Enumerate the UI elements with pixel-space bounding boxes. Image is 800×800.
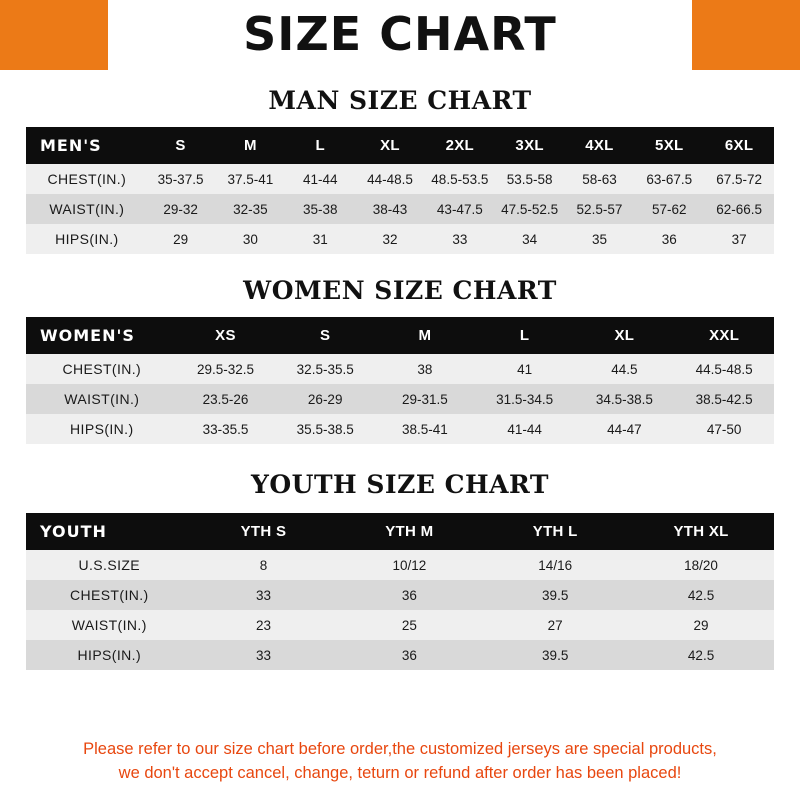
row-label: WAIST(IN.) xyxy=(26,384,176,414)
table-row xyxy=(26,640,774,670)
table-cell: 31.5-34.5 xyxy=(475,384,575,414)
table-cell: 52.5-57 xyxy=(565,194,635,224)
table-cell: 44.5-48.5 xyxy=(674,354,774,384)
column-header: L xyxy=(475,317,575,354)
table-cell: 8 xyxy=(191,550,337,580)
table-row xyxy=(26,194,774,224)
table-cell: 37 xyxy=(704,224,774,254)
table-cell: 29-32 xyxy=(146,194,216,224)
column-header: YTH M xyxy=(336,513,482,550)
table-cell: 63-67.5 xyxy=(634,164,704,194)
table-cell: 43-47.5 xyxy=(425,194,495,224)
table-row-header-label: MEN'S xyxy=(26,127,146,164)
table-row xyxy=(26,164,774,194)
table-cell: 36 xyxy=(336,640,482,670)
row-label: HIPS(IN.) xyxy=(26,224,146,254)
table-row xyxy=(26,414,774,444)
table-cell: 62-66.5 xyxy=(704,194,774,224)
table-cell: 30 xyxy=(215,224,285,254)
table-women xyxy=(26,317,774,444)
column-header: L xyxy=(285,127,355,164)
table-cell: 41-44 xyxy=(285,164,355,194)
row-label: HIPS(IN.) xyxy=(26,640,191,670)
table-cell: 42.5 xyxy=(628,640,774,670)
table-cell: 42.5 xyxy=(628,580,774,610)
row-label: WAIST(IN.) xyxy=(26,610,191,640)
table-header-row xyxy=(26,317,774,354)
table-cell: 25 xyxy=(336,610,482,640)
table-cell: 58-63 xyxy=(565,164,635,194)
table-cell: 41-44 xyxy=(475,414,575,444)
page-title: SIZE CHART xyxy=(243,7,557,61)
section-youth xyxy=(26,444,774,670)
table-row-header-label: YOUTH xyxy=(26,513,191,550)
table-cell: 32.5-35.5 xyxy=(275,354,375,384)
table-cell: 33 xyxy=(191,580,337,610)
table-cell: 44-47 xyxy=(575,414,675,444)
column-header: YTH L xyxy=(482,513,628,550)
table-cell: 33 xyxy=(425,224,495,254)
table-row xyxy=(26,354,774,384)
table-cell: 37.5-41 xyxy=(215,164,285,194)
table-row xyxy=(26,550,774,580)
table-cell: 34.5-38.5 xyxy=(575,384,675,414)
table-youth xyxy=(26,513,774,670)
table-cell: 47-50 xyxy=(674,414,774,444)
table-cell: 27 xyxy=(482,610,628,640)
column-header: YTH XL xyxy=(628,513,774,550)
column-header: XS xyxy=(176,317,276,354)
row-label: CHEST(IN.) xyxy=(26,354,176,384)
table-cell: 32 xyxy=(355,224,425,254)
row-label: HIPS(IN.) xyxy=(26,414,176,444)
table-cell: 57-62 xyxy=(634,194,704,224)
table-cell: 67.5-72 xyxy=(704,164,774,194)
table-cell: 53.5-58 xyxy=(495,164,565,194)
column-header: XL xyxy=(355,127,425,164)
table-cell: 18/20 xyxy=(628,550,774,580)
table-row-header-label: WOMEN'S xyxy=(26,317,176,354)
column-header: S xyxy=(146,127,216,164)
column-header: 6XL xyxy=(704,127,774,164)
table-men xyxy=(26,127,774,254)
column-header: M xyxy=(375,317,475,354)
section-women xyxy=(26,254,774,444)
table-cell: 35-37.5 xyxy=(146,164,216,194)
table-row xyxy=(26,580,774,610)
table-row xyxy=(26,610,774,640)
table-row xyxy=(26,224,774,254)
footer-note xyxy=(26,726,774,800)
section-title-man: MAN SIZE CHART xyxy=(268,86,532,115)
table-row xyxy=(26,384,774,414)
table-cell: 29 xyxy=(146,224,216,254)
column-header: 5XL xyxy=(634,127,704,164)
table-cell: 35.5-38.5 xyxy=(275,414,375,444)
column-header: XXL xyxy=(674,317,774,354)
table-cell: 23.5-26 xyxy=(176,384,276,414)
table-cell: 47.5-52.5 xyxy=(495,194,565,224)
column-header: YTH S xyxy=(191,513,337,550)
table-cell: 41 xyxy=(475,354,575,384)
table-cell: 14/16 xyxy=(482,550,628,580)
footer-line-1: Please refer to our size chart before order,the customized jerseys are special products, xyxy=(83,740,717,759)
row-label: CHEST(IN.) xyxy=(26,164,146,194)
table-cell: 38.5-42.5 xyxy=(674,384,774,414)
table-cell: 23 xyxy=(191,610,337,640)
table-cell: 44.5 xyxy=(575,354,675,384)
table-cell: 29-31.5 xyxy=(375,384,475,414)
table-cell: 38 xyxy=(375,354,475,384)
column-header: 4XL xyxy=(565,127,635,164)
row-label: WAIST(IN.) xyxy=(26,194,146,224)
table-cell: 35 xyxy=(565,224,635,254)
table-cell: 44-48.5 xyxy=(355,164,425,194)
table-cell: 38.5-41 xyxy=(375,414,475,444)
column-header: 2XL xyxy=(425,127,495,164)
section-title-youth: YOUTH SIZE CHART xyxy=(251,470,549,499)
table-header-row xyxy=(26,513,774,550)
table-cell: 26-29 xyxy=(275,384,375,414)
column-header: 3XL xyxy=(495,127,565,164)
table-cell: 31 xyxy=(285,224,355,254)
table-cell: 10/12 xyxy=(336,550,482,580)
table-cell: 36 xyxy=(634,224,704,254)
header-banner xyxy=(0,0,800,70)
table-cell: 48.5-53.5 xyxy=(425,164,495,194)
table-cell: 36 xyxy=(336,580,482,610)
table-cell: 39.5 xyxy=(482,580,628,610)
column-header: XL xyxy=(575,317,675,354)
table-cell: 33-35.5 xyxy=(176,414,276,444)
table-cell: 38-43 xyxy=(355,194,425,224)
section-title-women: WOMEN SIZE CHART xyxy=(243,276,557,305)
table-cell: 34 xyxy=(495,224,565,254)
table-header-row xyxy=(26,127,774,164)
table-cell: 39.5 xyxy=(482,640,628,670)
footer-line-2: we don't accept cancel, change, teturn or refund after order has been placed! xyxy=(118,764,682,783)
chart-content xyxy=(0,70,800,800)
table-cell: 29.5-32.5 xyxy=(176,354,276,384)
table-cell: 32-35 xyxy=(215,194,285,224)
row-label: CHEST(IN.) xyxy=(26,580,191,610)
table-cell: 35-38 xyxy=(285,194,355,224)
table-cell: 33 xyxy=(191,640,337,670)
column-header: S xyxy=(275,317,375,354)
table-cell: 29 xyxy=(628,610,774,640)
column-header: M xyxy=(215,127,285,164)
section-man xyxy=(26,70,774,254)
row-label: U.S.SIZE xyxy=(26,550,191,580)
